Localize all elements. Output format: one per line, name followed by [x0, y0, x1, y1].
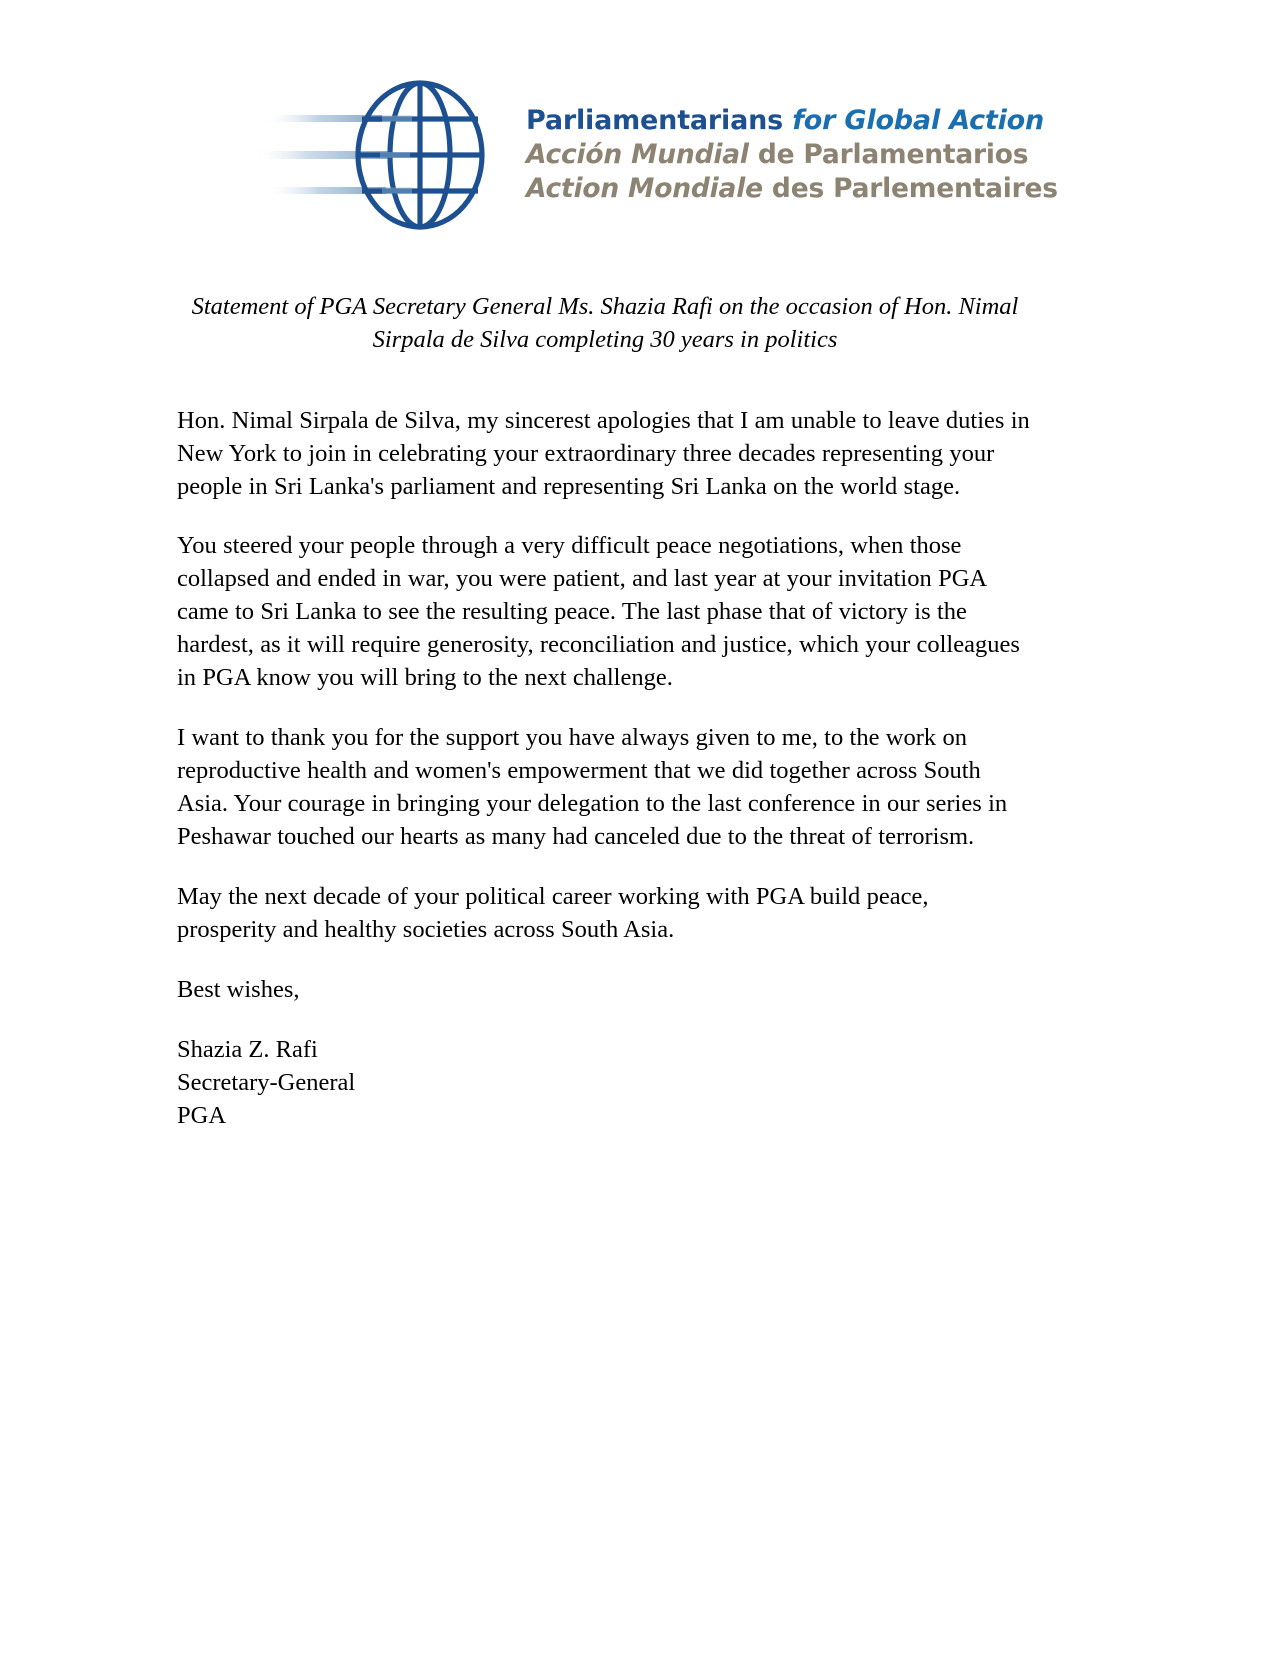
letter-body — [177, 405, 1033, 1133]
paragraph-2: You steered your people through a very difficult peace negotiations, when those collapsed and ended in war, you were patient, and last year at your invitation PGA came to Sri Lanka to see the resulting peace. The last phase that of victory is the hardest, as it will require generosity, reconciliation and justice, which your colleagues in PGA know you will bring to the next challenge. — [177, 532, 1020, 692]
signature-block — [177, 1034, 1033, 1133]
letterhead-line-french — [526, 172, 1058, 205]
letterhead-line-english-regular: Parliamentarians — [526, 105, 793, 137]
letter-content — [177, 290, 1033, 1133]
letterhead-line-english-italic: for Global Action — [792, 105, 1045, 137]
letterhead-line-english — [526, 104, 1058, 138]
letterhead — [0, 72, 1280, 237]
signature-organization: PGA — [177, 1101, 227, 1129]
paragraph-3: I want to thank you for the support you have always given to me, to the work on reproductive health and women's empowerment that we did together across South Asia. Your courage in bringing your delegation to the last conference in our series in Peshawar touched our hearts as many had canceled due to the threat of terrorism. — [177, 724, 1008, 850]
letterhead-text — [526, 104, 1058, 205]
signature-title: Secretary-General — [177, 1068, 356, 1096]
letterhead-line-spanish — [526, 138, 1058, 171]
letterhead-line-french-italic: Action Mondiale — [526, 172, 772, 204]
paragraph-1: Hon. Nimal Sirpala de Silva, my sincerest apologies that I am unable to leave duties in New York to join in celebrating your extraordinary three decades representing your people in Sri Lanka's parliament and representing Sri Lanka on the world stage. — [177, 406, 1030, 500]
paragraph-4: May the next decade of your political career working with PGA build peace, prosperity and healthy societies across South Asia. — [177, 882, 929, 943]
document-title-line-2: Sirpala de Silva completing 30 years in politics — [372, 326, 838, 354]
letterhead-line-spanish-regular: de Parlamentarios — [757, 139, 1029, 171]
letterhead-line-french-regular: des Parlementaires — [771, 172, 1058, 204]
document-title — [177, 290, 1033, 357]
pga-globe-logo-icon — [252, 79, 514, 231]
letterhead-line-spanish-italic: Acción Mundial — [526, 139, 758, 171]
document-title-line-1: Statement of PGA Secretary General Ms. Shazia Rafi on the occasion of Hon. Nimal — [191, 293, 1019, 320]
signature-name: Shazia Z. Rafi — [177, 1035, 318, 1063]
closing-salutation: Best wishes, — [177, 975, 300, 1003]
